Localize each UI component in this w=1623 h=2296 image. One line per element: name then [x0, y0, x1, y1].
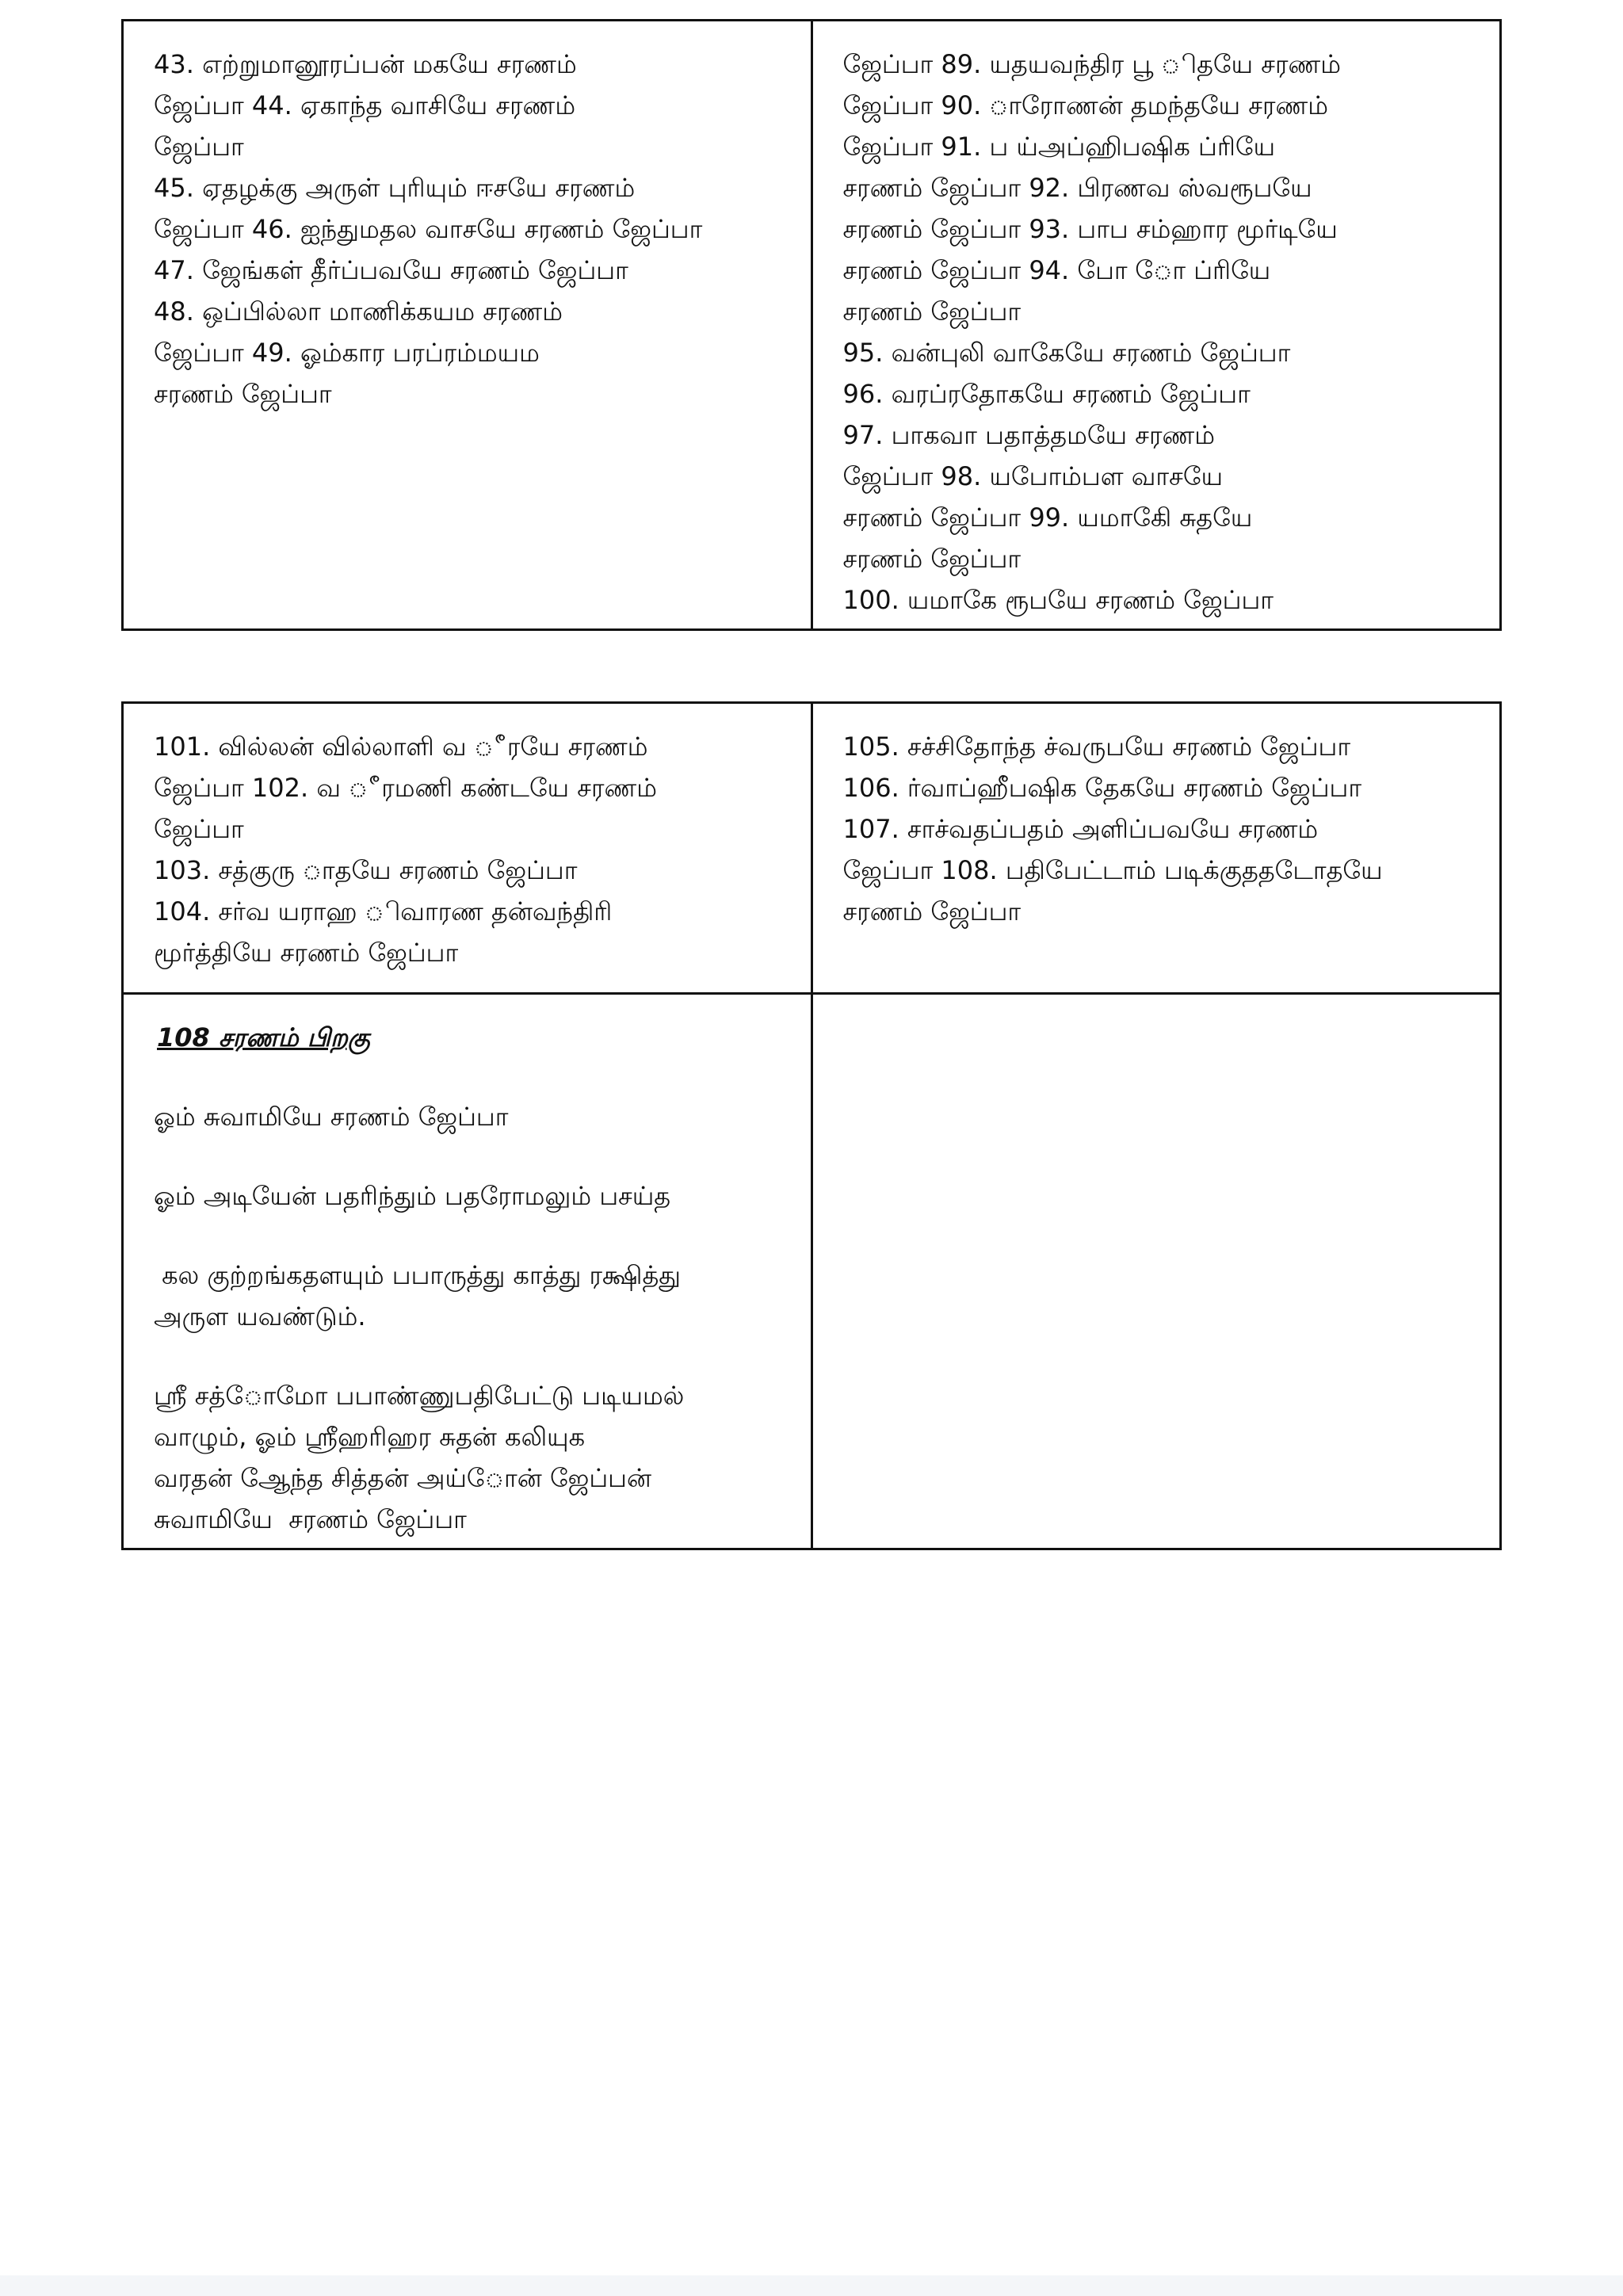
text-line: ஓம் சுவாமியே சரணம் ஜேப்பா	[154, 1102, 509, 1132]
text-line: ஜேப்பா	[154, 132, 244, 162]
sarana-table-1	[121, 19, 1502, 631]
text-line: 47. ஜேங்கள் தீர்ப்பவயே சரணம் ஜேப்பா	[154, 255, 628, 285]
table-cell-left	[123, 703, 812, 994]
text-line: 48. ஒப்பில்லா மாணிக்கயம சரணம்	[154, 296, 563, 327]
viewer-bottom-strip	[0, 2275, 1623, 2296]
text-line: 100. யமாகே ரூபயே சரணம் ஜேப்பா	[842, 585, 1274, 615]
text-line: ஜேப்பா	[154, 814, 244, 844]
text-line: 101. வில்லன் வில்லாளி வ ீரயே சரணம்	[154, 732, 648, 762]
table-row	[123, 21, 1501, 630]
text-line: 104. சர்வ யராஹ ிவாரண தன்வந்திரி	[154, 896, 613, 926]
text-line: கல குற்றங்கதளயும் பபாருத்து காத்து ரக்ஷித்து	[154, 1260, 682, 1290]
table-cell-right	[812, 21, 1501, 630]
text-line: சரணம் ஜேப்பா	[842, 544, 1022, 574]
text-line: ஜேப்பா 108. பதிபேட்டாம் படிக்குததடோதயே	[842, 855, 1383, 885]
text-line: 107. சாச்வதப்பதம் அளிப்பவயே சரணம்	[842, 814, 1319, 844]
text-line: சரணம் ஜேப்பா 93. பாப சம்ஹார மூர்டியே	[842, 214, 1338, 244]
text-line: 45. ஏதழக்கு அருள் புரியும் ஈசயே சரணம்	[154, 173, 636, 203]
text-line: சரணம் ஜேப்பா	[154, 379, 332, 409]
text-line: ஜேப்பா 49. ஓம்கார பரப்ரம்மயம	[154, 338, 540, 368]
text-line: அருள யவண்டும்.	[154, 1301, 366, 1331]
table-row	[123, 994, 1501, 1549]
section-heading: 108 சரணம் பிறகு	[157, 1022, 371, 1052]
text-line: ஜேப்பா 91. ப ய்அப்ஹிபஷிக ப்ரியே	[842, 132, 1276, 162]
table-cell-right	[812, 703, 1501, 994]
text-line: 97. பாகவா பதாத்தமயே சரணம்	[842, 420, 1215, 450]
text-line: சரணம் ஜேப்பா 92. பிரணவ ஸ்வரூபயே	[842, 173, 1312, 203]
text-line: சரணம் ஜேப்பா 99. யமாகேி சுதயே	[842, 502, 1253, 533]
text-line: ஜேப்பா 89. யதயவந்திர பூ ிதயே சரணம்	[842, 49, 1341, 79]
sarana-table-2	[121, 701, 1502, 1550]
text-line: 105. சச்சிதோந்த ச்வருபயே சரணம் ஜேப்பா	[842, 732, 1351, 762]
text-line: ஜேப்பா 90. ாரோணன் தமந்தயே சரணம்	[842, 90, 1328, 120]
table-cell-left	[123, 21, 812, 630]
text-line: சரணம் ஜேப்பா 94. போ ோ ப்ரியே	[842, 255, 1271, 285]
text-line: ஜேப்பா 98. யபோம்பள வாசயே	[842, 461, 1223, 491]
table-row	[123, 703, 1501, 994]
text-line: ஜேப்பா 46. ஐந்துமதல வாசயே சரணம் ஜேப்பா	[154, 214, 703, 244]
text-line: ஓம் அடியேன் பதரிந்தும் பதரோமலும் பசய்த	[154, 1181, 671, 1211]
table-cell-empty	[812, 994, 1501, 1549]
text-line: 103. சத்குரு ாதயே சரணம் ஜேப்பா	[154, 855, 578, 885]
paragraph	[154, 1375, 782, 1540]
text-line: சுவாமியே சரணம் ஜேப்பா	[154, 1504, 467, 1534]
text-line: 106. ர்வாப்ஹீபஷிக தேகயே சரணம் ஜேப்பா	[842, 773, 1362, 803]
table-cell-left	[123, 994, 812, 1549]
text-line: 96. வரப்ரதோகயே சரணம் ஜேப்பா	[842, 379, 1251, 409]
text-line: மூர்த்தியே சரணம் ஜேப்பா	[154, 938, 459, 968]
paragraph	[154, 1255, 782, 1337]
paragraph	[154, 1096, 782, 1137]
paragraph	[154, 1175, 782, 1217]
text-line: ஜேப்பா 102. வ ீரமணி கண்டயே சரணம்	[154, 773, 657, 803]
text-line: சரணம் ஜேப்பா	[842, 296, 1022, 327]
text-line: 43. எற்றுமானூரப்பன் மகயே சரணம்	[154, 49, 577, 79]
text-line: ஶ்ரீ சத்ோமோ பபாண்ணுபதிபேட்டு படியமல்	[154, 1381, 685, 1411]
text-line: சரணம் ஜேப்பா	[842, 896, 1022, 926]
text-line: வாழும், ஓம் ஶ்ரீஹரிஹர சுதன் கலியுக	[154, 1422, 586, 1452]
text-line: ஜேப்பா 44. ஏகாந்த வாசியே சரணம்	[154, 90, 576, 120]
text-line: 95. வன்புலி வாகேயே சரணம் ஜேப்பா	[842, 338, 1291, 368]
text-line: வரதன் ஆேந்த சித்தன் அய்ோன் ஜேப்பன்	[154, 1463, 651, 1493]
